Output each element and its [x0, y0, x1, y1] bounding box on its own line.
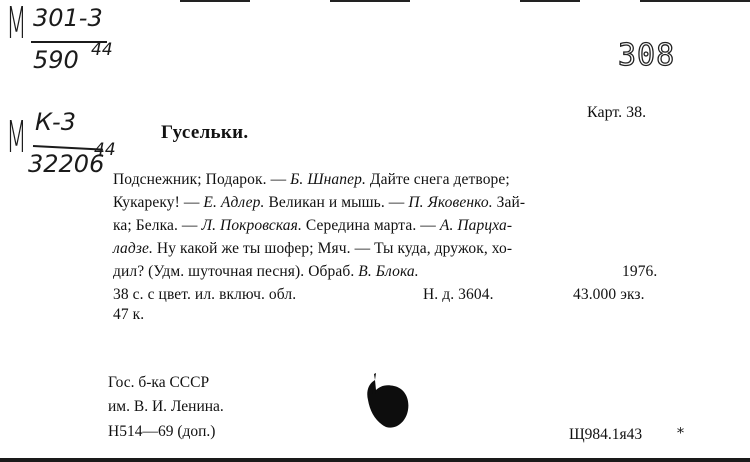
shelfmark-lower-bottom: 32206	[28, 150, 105, 178]
corner-mark: ⁎	[677, 422, 684, 437]
footer-line: Н514—69 (доп.)	[108, 423, 216, 440]
shelfmark-upper-top: 301-3	[33, 4, 103, 32]
copies-count: 43.000 экз.	[573, 286, 645, 303]
shelfmark-upper-letter: М	[6, 0, 27, 49]
body-line: ка; Белка. — Л. Покровская. Середина марта. — А. Парцха-	[113, 217, 513, 234]
stamp-number: 308	[618, 38, 676, 73]
ink-blot	[360, 372, 412, 430]
shelfmark-lower-sup: 44	[94, 140, 116, 160]
body-line: дил? (Удм. шуточная песня). Обраб. В. Блока.	[113, 263, 419, 280]
body-line: ладзе. Ну какой же ты шофер; Мяч. — Ты куда, дружок, хо-	[113, 240, 513, 257]
book-title: Гусельки.	[161, 122, 249, 143]
body-line: Кукареку! — Е. Адлер. Великан и мышь. — П. Яковенко. Зай-	[113, 194, 526, 211]
shelfmark-lower-top: К-3	[35, 108, 76, 136]
print-number: Н. д. 3604.	[423, 286, 494, 303]
publication-year: 1976.	[622, 263, 658, 280]
catalog-code: Щ984.1я43	[569, 426, 643, 443]
shelfmark-upper-sup: 44	[91, 40, 113, 60]
body-line: 38 с. с цвет. ил. включ. обл.	[113, 286, 297, 303]
price: 47 к.	[113, 306, 145, 323]
bottom-edge	[0, 458, 750, 462]
footer-line: им. В. И. Ленина.	[108, 398, 224, 415]
footer-line: Гос. б-ка СССР	[108, 374, 210, 391]
top-edge	[0, 0, 750, 3]
body-line: Подснежник; Подарок. — Б. Шнапер. Дайте снега детворе;	[113, 171, 510, 188]
shelfmark-upper-bottom: 590	[33, 46, 79, 74]
shelfmark-lower-letter: М	[6, 112, 27, 163]
card-label: Карт. 38.	[587, 104, 647, 121]
